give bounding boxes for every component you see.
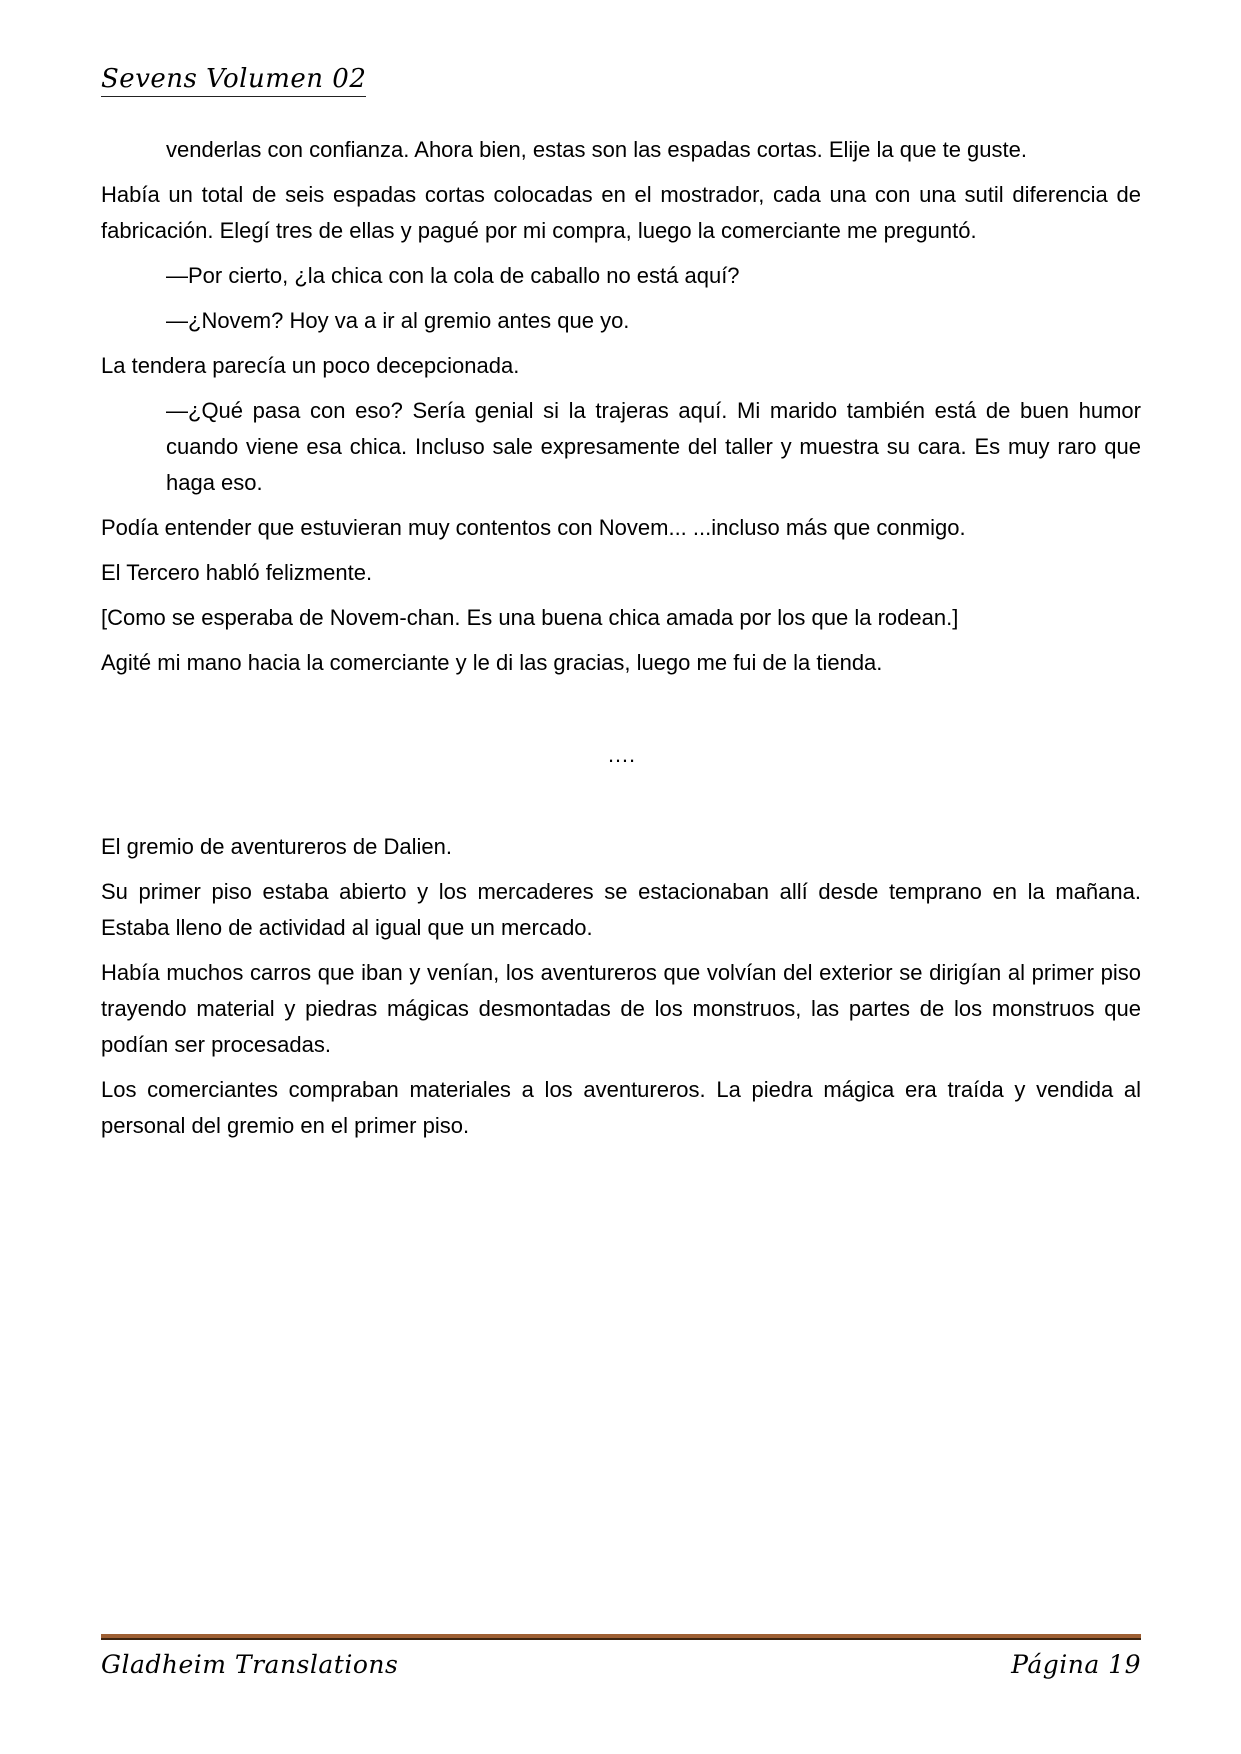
page-footer [101, 1634, 1141, 1679]
paragraph: Agité mi mano hacia la comerciante y le di las gracias, luego me fui de la tienda. [101, 650, 883, 675]
paragraph: La tendera parecía un poco decepcionada. [101, 353, 520, 378]
paragraph: El Tercero habló felizmente. [101, 560, 373, 585]
paragraph: Había un total de seis espadas cortas colocadas en el mostrador, cada una con una sutil diferencia de fabricación. Elegí tres de ellas y pagué por mi compra, luego la comerciante me preguntó. [101, 182, 1141, 243]
paragraph: venderlas con confianza. Ahora bien, estas son las espadas cortas. Elije la que te guste. [166, 137, 1027, 162]
paragraph: [Como se esperaba de Novem-chan. Es una buena chica amada por los que la rodean.] [101, 605, 959, 630]
footer-rule [101, 1634, 1141, 1640]
footer-translator: Gladheim Translations [101, 1650, 399, 1679]
paragraph: Su primer piso estaba abierto y los mercaderes se estacionaban allí desde temprano en la mañana. Estaba lleno de actividad al igual que un mercado. [101, 879, 1141, 940]
page-header-title: Sevens Volumen 02 [101, 64, 366, 97]
paragraph: —¿Qué pasa con eso? Sería genial si la trajeras aquí. Mi marido también está de buen humor cuando viene esa chica. Incluso sale expresamente del taller y muestra su cara. Es muy raro que haga eso. [166, 398, 1141, 495]
paragraph: —¿Novem? Hoy va a ir al gremio antes que yo. [166, 308, 630, 333]
footer-page-number: Página 19 [1011, 1650, 1141, 1679]
paragraph: El gremio de aventureros de Dalien. [101, 834, 452, 859]
body-text [101, 132, 1141, 1153]
page-header [101, 64, 366, 94]
paragraph: —Por cierto, ¿la chica con la cola de caballo no está aquí? [166, 263, 740, 288]
paragraph: Había muchos carros que iban y venían, los aventureros que volvían del exterior se dirigían al primer piso trayendo material y piedras mágicas desmontadas de los monstruos, las partes de los monstruos que podían ser procesadas. [101, 960, 1141, 1057]
scene-break: …. [606, 742, 636, 767]
paragraph: Podía entender que estuvieran muy contentos con Novem... ...incluso más que conmigo. [101, 515, 966, 540]
paragraph: Los comerciantes compraban materiales a los aventureros. La piedra mágica era traída y vendida al personal del gremio en el primer piso. [101, 1077, 1141, 1138]
